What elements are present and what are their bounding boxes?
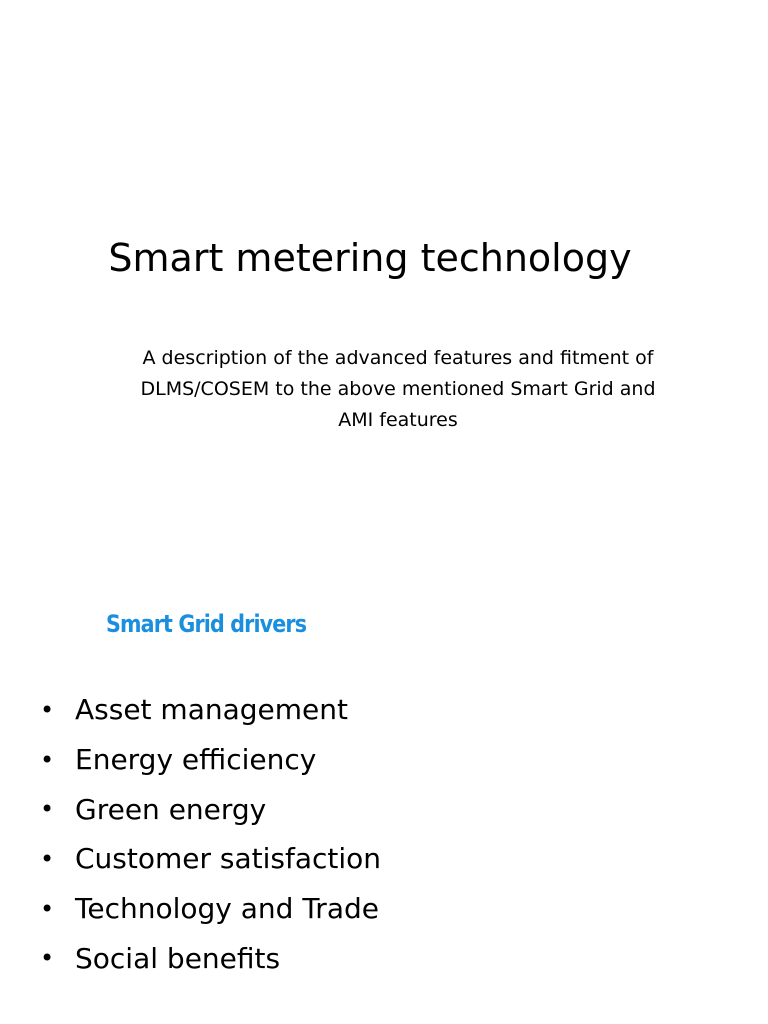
list-item: [40, 834, 381, 884]
list-item: [40, 735, 381, 785]
list-item: [40, 933, 381, 983]
list-item: [40, 884, 381, 934]
list-item-label: Customer satisfaction: [75, 842, 382, 876]
bullet-icon: •: [40, 844, 55, 873]
bullet-icon: •: [40, 795, 55, 824]
drivers-list: [40, 685, 381, 983]
list-item-label: Energy efficiency: [75, 743, 317, 777]
subtitle: [90, 343, 706, 436]
list-item: [40, 685, 381, 735]
list-item-label: Technology and Trade: [75, 892, 379, 926]
list-item-label: Asset management: [75, 693, 348, 727]
subtitle-line: AMI features: [338, 409, 458, 431]
bullet-icon: •: [40, 745, 55, 774]
list-item-label: Green energy: [75, 792, 267, 826]
subtitle-line: A description of the advanced features and fitment of: [142, 347, 654, 369]
list-item-label: Social benefits: [75, 941, 281, 975]
list-item: [40, 784, 381, 834]
subtitle-line: DLMS/COSEM to the above mentioned Smart Grid and: [140, 378, 656, 400]
bullet-icon: •: [40, 944, 55, 973]
bullet-icon: •: [40, 894, 55, 923]
page-title: Smart metering technology: [108, 236, 632, 280]
bullet-icon: •: [40, 695, 55, 724]
section-heading: Smart Grid drivers: [106, 610, 307, 638]
